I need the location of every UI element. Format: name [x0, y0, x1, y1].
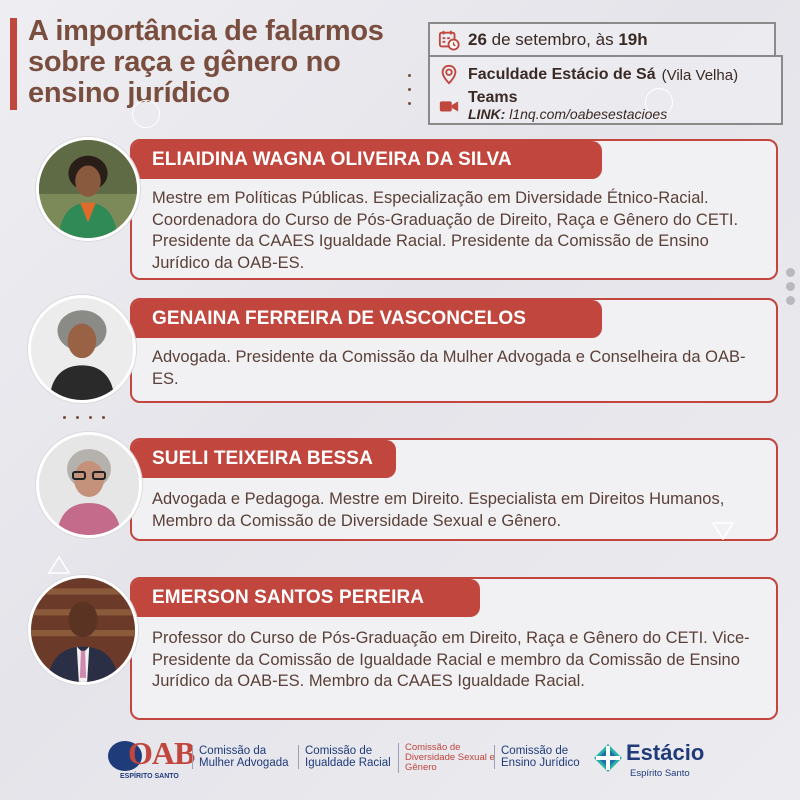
oab-logo: OAB ESPÍRITO SANTO: [108, 739, 186, 783]
event-date-box: [428, 22, 776, 57]
speaker-name-bar: [132, 300, 602, 338]
commission-label: Comissão de Igualdade Racial: [298, 745, 397, 769]
carousel-dots: [786, 268, 795, 310]
map-pin-icon: [438, 64, 460, 86]
speaker-name: ELIAIDINA WAGNA OLIVEIRA DA SILVA: [152, 149, 512, 170]
event-location: Faculdade Estácio de Sá (Vila Velha): [430, 64, 738, 86]
commission-label: Comissão de Diversidade Sexual e Gênero: [398, 743, 497, 773]
speaker-bio: Advogada. Presidente da Comissão da Mulher Advogada e Conselheira da OAB-ES.: [152, 348, 746, 388]
event-platform: [430, 89, 667, 122]
footer-logos: [0, 735, 800, 785]
event-location-box: [428, 55, 783, 125]
decorative-dots: [63, 416, 105, 419]
estacio-logo: Estácio Espírito Santo: [594, 740, 714, 784]
commission-label: Comissão de Ensino Jurídico: [494, 745, 591, 769]
speaker-photo: [36, 432, 142, 538]
title-accent-bar: [10, 18, 17, 110]
speaker-name: EMERSON SANTOS PEREIRA: [152, 587, 425, 608]
speaker-name-bar: [132, 440, 396, 478]
speaker-name-bar: [132, 579, 480, 617]
speaker-name: SUELI TEIXEIRA BESSA: [152, 448, 373, 469]
speaker-card: [130, 139, 778, 280]
speaker-card: [130, 577, 778, 720]
decorative-triangle-icon: [712, 522, 734, 545]
estacio-mark-icon: [594, 744, 622, 772]
speaker-name: GENAINA FERREIRA DE VASCONCELOS: [152, 308, 526, 329]
platform-name: Teams: [468, 89, 518, 106]
speaker-photo: [28, 295, 136, 403]
event-link[interactable]: LINK: l1nq.com/oabesestacioes: [468, 106, 668, 122]
video-camera-icon: [438, 95, 460, 117]
speaker-bio: Professor do Curso de Pós-Graduação em Direito, Raça e Gênero do CETI. Vice-Presidente da Comissão de Igualdade Racial e membro da Comissão de Ensino Jurídico da OAB-ES. Membro da CAAES Igualdade Racial.: [152, 629, 750, 690]
calendar-clock-icon: [438, 29, 460, 51]
decorative-dots: [408, 74, 414, 116]
speaker-name-bar: [132, 141, 602, 179]
decorative-circle: [132, 100, 160, 128]
commission-label: Comissão da Mulher Advogada: [192, 745, 295, 769]
speaker-photo: [36, 137, 140, 241]
speaker-card: [130, 438, 778, 541]
speaker-bio: Advogada e Pedagoga. Mestre em Direito. Especialista em Direitos Humanos, Membro da Comissão de Diversidade Sexual e Gênero.: [152, 490, 725, 530]
page-title: A importância de falarmos sobre raça e gênero no ensino jurídico: [28, 15, 384, 109]
decorative-triangle-icon: [48, 556, 70, 579]
speaker-bio: Mestre em Políticas Públicas. Especialização em Diversidade Étnico-Racial. Coordenadora do Curso de Pós-Graduação de Direito, Raça e Gênero do CETI. Presidente da CAAES Igualdade Racial. Presidente da Comissão de Ensino Jurídico da OAB-ES.: [152, 189, 739, 272]
speaker-card: [130, 298, 778, 403]
event-date: 26 de setembro, às 19h: [468, 29, 648, 49]
speaker-photo: [28, 575, 138, 685]
